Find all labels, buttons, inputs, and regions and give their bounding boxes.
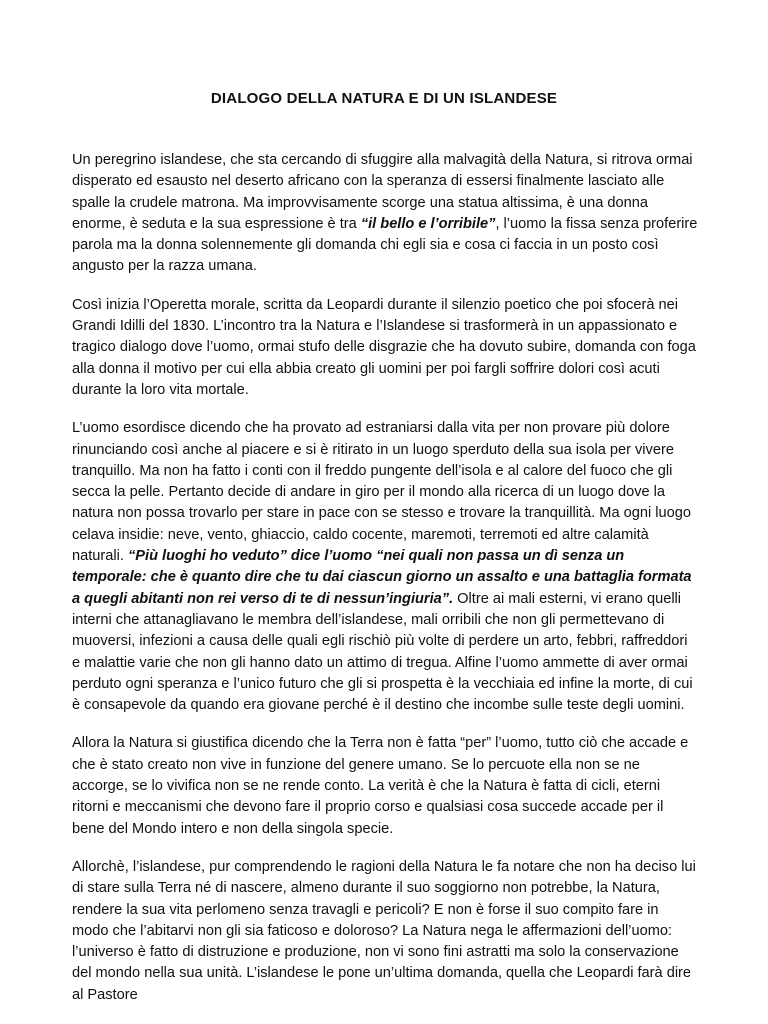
paragraph-text: Un peregrino islandese, che sta cercando di sfuggire alla malvagità della Natura, si ritrova ormai disperato ed esausto nel deserto africano con la speranza di essersi finalmente lasciato alle spalle la crudele matrona. Ma improvvisamente scorge una statua altissima, è una donna enorme, è seduta e la sua espressione è tra [72,152,693,232]
paragraph-2 [72,295,698,401]
paragraph-3 [72,418,698,716]
quote-text: “Più luoghi ho veduto” dice l’uomo “nei quali non passa un dì senza un temporale: che è quanto dire che tu dai ciascun giorno un assalto e una battaglia formata a quegli abitanti non rei verso di te di nessun’ingiuria”. [72,548,692,607]
paragraph-5 [72,857,698,1006]
paragraph-text: L’uomo esordisce dicendo che ha provato ad estraniarsi dalla vita per non provare più dolore rinunciando così anche al piacere e si è ritirato in un luogo sperduto della sua isola per vivere tranquillo. Ma non ha fatto i conti con il freddo pungente dell’isola e al calore del fuoco che gli secca la pelle. Pertanto decide di andare in giro per il mondo alla ricerca di un luogo dove la natura non possa trovarlo per stare in pace con se stesso e trovare la tranquillità. Ma ogni luogo celava insidie: neve, vento, ghiaccio, caldo cocente, maremoti, terremoti ed altre calamità naturali. [72,420,691,565]
paragraph-text: Allora la Natura si giustifica dicendo che la Terra non è fatta “per” l’uomo, tutto ciò che accade e che è stato creato non vive in funzione del genere umano. Se lo percuote ella non se ne accorge, se lo vivifica non se ne rende conto. La verità è che la Natura è fatta di cicli, eterni ritorni e meccanismi che devono fare il proprio corso e qualsiasi cosa succede accade per il bene del Mondo intero e non della singola specie. [72,735,689,837]
quote-text: “il bello e l’orribile” [360,215,496,232]
document-body [72,150,698,1023]
paragraph-text: Allorchè, l’islandese, pur comprendendo le ragioni della Natura le fa notare che non ha deciso lui di stare sulla Terra né di nascere, almeno durante il suo soggiorno non potrebbe, la Natura, rendere la sua vita perlomeno senza travagli e pericoli? E non è forse il suo compito fare in modo che l’abitarvi non gli sia faticoso e doloroso? La Natura nega le affermazioni dell’uomo: l’universo è fatto di distruzione e produzione, non vi sono fini astratti ma solo la conservazione del mondo nella sua unità. L’islandese le pone un’ultima domanda, quella che Leopardi farà dire al Pastore [72,858,696,1003]
paragraph-text: , l’uomo la fissa senza proferire parola ma la donna solennemente gli domanda chi egli sia e cosa ci faccia in un posto così angusto per la razza umana. [72,215,698,275]
paragraph-text: Oltre ai mali esterni, vi erano quelli interni che attanagliavano le membra dell’islandese, mali orribili che non gli permettevano di muoversi, infezioni a causa delle quali egli rischiò più volte di perdere un arto, febbri, raffreddori e malattie varie che non gli hanno dato un attimo di tregua. Alfine l’uomo ammette di aver ormai perduto ogni speranza e l’unico futuro che gli si prospetta è la vecchiaia ed infine la morte, di cui è consapevole da quando era giovane perché è il destino che incombe sulle teste degli uomini. [72,590,693,714]
paragraph-1 [72,150,698,278]
paragraph-4 [72,733,698,839]
paragraph-text: Così inizia l’Operetta morale, scritta da Leopardi durante il silenzio poetico che poi sfocerà nei Grandi Idilli del 1830. L’incontro tra la Natura e l’Islandese si trasformerà in un appassionato e tragico dialogo dove l’uomo, ormai stufo delle disgrazie che ha dovuto subire, domanda con foga alla donna il motivo per cui ella abbia creato gli uomini per poi fargli soffrire dolori così acuti durante la loro vita mortale. [72,296,696,398]
document-title: DIALOGO DELLA NATURA E DI UN ISLANDESE [210,90,558,107]
